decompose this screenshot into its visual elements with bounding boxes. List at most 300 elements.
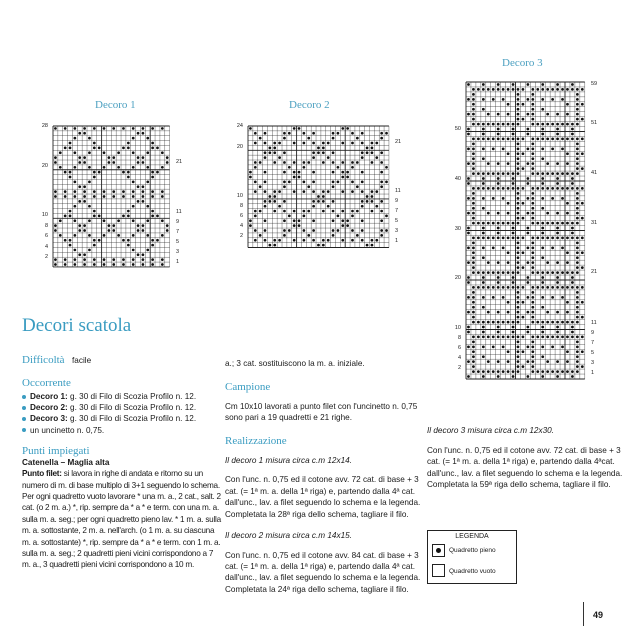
row-number: 4 [239, 223, 243, 229]
filled-cell [571, 227, 574, 230]
filled-cell [526, 197, 529, 200]
filled-cell [556, 261, 559, 264]
filled-cell [487, 222, 490, 225]
filled-cell [264, 239, 267, 242]
filled-cell [371, 239, 374, 242]
filled-cell [142, 224, 145, 227]
filled-cell [322, 195, 325, 198]
filled-cell [472, 108, 475, 111]
filled-cell [517, 108, 520, 111]
decoro3-title: Decoro 3 [502, 57, 543, 69]
filled-cell [259, 185, 262, 188]
filled-cell [317, 195, 320, 198]
filled-cell [467, 177, 470, 180]
filled-cell [512, 133, 515, 136]
filled-cell [571, 286, 574, 289]
filled-cell [112, 224, 115, 227]
filled-cell [273, 210, 276, 213]
filled-cell [380, 161, 383, 164]
filled-cell [327, 156, 330, 159]
filled-cell [526, 276, 529, 279]
filled-cell [517, 123, 520, 126]
row-number: 24 [236, 123, 243, 129]
filled-cell [472, 291, 475, 294]
filled-cell [541, 276, 544, 279]
row-number: 21 [591, 269, 598, 275]
filled-cell [507, 212, 510, 215]
filled-cell [103, 263, 106, 266]
filled-cell [541, 133, 544, 136]
filled-cell [531, 207, 534, 210]
filled-cell [254, 142, 257, 145]
filled-cell [482, 281, 485, 284]
campione-title: Campione [225, 380, 271, 393]
filled-cell [467, 331, 470, 334]
row-number: 8 [44, 223, 48, 229]
filled-cell [551, 246, 554, 249]
real1-heading: Il decoro 1 misura circa c.m 12x14. [225, 455, 352, 465]
filled-cell [531, 296, 534, 299]
filled-cell [531, 98, 534, 101]
filled-cell [517, 261, 520, 264]
filled-cell [366, 147, 369, 150]
filled-cell [556, 177, 559, 180]
filled-cell [477, 222, 480, 225]
filled-cell [356, 137, 359, 140]
filled-cell [566, 286, 569, 289]
filled-cell [477, 88, 480, 91]
filled-cell [298, 171, 301, 174]
filled-cell [536, 237, 539, 240]
filled-cell [556, 311, 559, 314]
filled-cell [526, 212, 529, 215]
filled-cell [273, 239, 276, 242]
punti-title: Punti impiegati [22, 444, 90, 457]
filled-cell [132, 166, 135, 169]
filled-cell [517, 192, 520, 195]
filled-cell [78, 161, 81, 164]
column-3 [427, 417, 623, 499]
filled-cell [482, 172, 485, 175]
filled-cell [93, 176, 96, 179]
filled-cell [522, 365, 525, 368]
filled-cell [497, 281, 500, 284]
filled-cell [492, 370, 495, 373]
filled-cell [142, 132, 145, 135]
row-number: 21 [395, 139, 402, 145]
filled-cell [74, 205, 77, 208]
filled-cell [264, 181, 267, 184]
filled-cell [74, 190, 77, 193]
filled-cell [264, 156, 267, 159]
filled-cell [512, 271, 515, 274]
filled-cell [78, 253, 81, 256]
filled-cell [531, 157, 534, 160]
filled-cell [69, 147, 72, 150]
filled-cell [512, 331, 515, 334]
filled-cell [522, 138, 525, 141]
filled-cell [293, 190, 296, 193]
filled-cell [536, 271, 539, 274]
filled-cell [551, 197, 554, 200]
filled-cell [385, 215, 388, 218]
filled-cell [103, 234, 106, 237]
filled-cell [69, 244, 72, 247]
filled-cell [472, 147, 475, 150]
filled-cell [531, 118, 534, 121]
filled-cell [482, 232, 485, 235]
filled-cell [472, 370, 475, 373]
filled-cell [522, 217, 525, 220]
occorrente-title: Occorrente [22, 377, 71, 389]
filled-cell [507, 103, 510, 106]
filled-cell [541, 128, 544, 131]
filled-cell [278, 190, 281, 193]
filled-cell [551, 370, 554, 373]
filled-cell [526, 296, 529, 299]
filled-cell [487, 212, 490, 215]
filled-cell [571, 88, 574, 91]
filled-cell [536, 286, 539, 289]
filled-cell [142, 190, 145, 193]
filled-cell [576, 217, 579, 220]
filled-cell [512, 286, 515, 289]
filled-cell [371, 190, 374, 193]
filled-cell [467, 83, 470, 86]
filled-cell [78, 200, 81, 203]
filled-cell [64, 215, 67, 218]
filled-cell [571, 187, 574, 190]
filled-cell [371, 151, 374, 154]
filled-cell [561, 321, 564, 324]
filled-cell [83, 224, 86, 227]
filled-cell [556, 227, 559, 230]
filled-cell [482, 326, 485, 329]
filled-cell [512, 321, 515, 324]
filled-cell [337, 229, 340, 232]
filled-cell [93, 190, 96, 193]
filled-cell [581, 138, 584, 141]
filled-cell [522, 118, 525, 121]
filled-cell [581, 103, 584, 106]
filled-cell [576, 311, 579, 314]
filled-cell [526, 133, 529, 136]
filled-cell [161, 190, 164, 193]
filled-cell [254, 215, 257, 218]
filled-cell [351, 166, 354, 169]
filled-cell [517, 147, 520, 150]
filled-cell [566, 311, 569, 314]
filled-cell [497, 187, 500, 190]
filled-cell [380, 219, 383, 222]
row-number: 7 [176, 229, 180, 235]
filled-cell [531, 108, 534, 111]
filled-cell [512, 172, 515, 175]
filled-cell [541, 345, 544, 348]
filled-cell [303, 210, 306, 213]
filled-cell [112, 127, 115, 130]
filled-cell [74, 258, 77, 261]
filled-cell [531, 266, 534, 269]
filled-cell [502, 138, 505, 141]
filled-cell [322, 161, 325, 164]
filled-cell [317, 147, 320, 150]
filled-cell [283, 171, 286, 174]
filled-cell [264, 171, 267, 174]
filled-cell [551, 98, 554, 101]
filled-cell [351, 181, 354, 184]
filled-cell [546, 271, 549, 274]
filled-cell [117, 219, 120, 222]
filled-cell [531, 93, 534, 96]
filled-cell [492, 237, 495, 240]
filled-cell [332, 234, 335, 237]
list-item: Decoro 3: g. 30 di Filo di Scozia Profilo n. 12. [22, 413, 222, 424]
filled-cell [566, 212, 569, 215]
decoro2-chart [248, 126, 388, 247]
filled-cell [522, 350, 525, 353]
filled-cell [108, 229, 111, 232]
filled-cell [507, 138, 510, 141]
filled-cell [54, 190, 57, 193]
filled-cell [83, 263, 86, 266]
filled-cell [482, 345, 485, 348]
filled-cell [278, 239, 281, 242]
filled-cell [278, 142, 281, 145]
filled-cell [332, 200, 335, 203]
filled-cell [556, 172, 559, 175]
filled-cell [517, 251, 520, 254]
filled-cell [472, 113, 475, 116]
filled-cell [322, 142, 325, 145]
filled-cell [517, 345, 520, 348]
filled-cell [512, 187, 515, 190]
filled-cell [477, 237, 480, 240]
filled-cell [254, 239, 257, 242]
filled-cell [482, 133, 485, 136]
filled-cell [507, 350, 510, 353]
filled-cell [467, 133, 470, 136]
filled-cell [472, 261, 475, 264]
filled-cell [341, 161, 344, 164]
filled-cell [166, 224, 169, 227]
filled-cell [361, 151, 364, 154]
filled-cell [88, 249, 91, 252]
filled-cell [581, 336, 584, 339]
filled-cell [487, 113, 490, 116]
filled-cell [541, 222, 544, 225]
filled-cell [288, 215, 291, 218]
filled-cell [307, 234, 310, 237]
filled-cell [467, 128, 470, 131]
filled-cell [576, 370, 579, 373]
filled-cell [497, 128, 500, 131]
filled-cell [78, 156, 81, 159]
filled-cell [322, 147, 325, 150]
filled-cell [472, 311, 475, 314]
filled-cell [541, 227, 544, 230]
filled-cell [166, 229, 169, 232]
filled-cell [64, 195, 67, 198]
filled-cell [317, 151, 320, 154]
filled-cell [366, 151, 369, 154]
filled-cell [482, 355, 485, 358]
filled-cell [332, 181, 335, 184]
filled-cell [517, 306, 520, 309]
filled-cell [472, 93, 475, 96]
filled-cell [487, 360, 490, 363]
filled-cell [497, 326, 500, 329]
filled-cell [142, 156, 145, 159]
filled-cell [531, 237, 534, 240]
filled-cell [546, 370, 549, 373]
filled-cell [576, 350, 579, 353]
filled-cell [385, 166, 388, 169]
filled-cell [341, 190, 344, 193]
filled-cell [517, 222, 520, 225]
filled-cell [332, 219, 335, 222]
filled-cell [502, 370, 505, 373]
filled-cell [472, 162, 475, 165]
filled-cell [482, 331, 485, 334]
filled-cell [531, 316, 534, 319]
filled-cell [142, 195, 145, 198]
filled-cell [132, 234, 135, 237]
filled-cell [517, 311, 520, 314]
filled-cell [467, 98, 470, 101]
filled-cell [507, 172, 510, 175]
filled-cell [517, 321, 520, 324]
filled-cell [249, 219, 252, 222]
filled-cell [477, 172, 480, 175]
filled-cell [88, 205, 91, 208]
filled-cell [546, 336, 549, 339]
filled-cell [293, 210, 296, 213]
filled-cell [522, 103, 525, 106]
filled-cell [74, 127, 77, 130]
real1-text: Con l'unc. n. 0,75 ed il cotone avv. 72 cat. di base + 3 cat. (= 1ª m. a. della 1ª riga) e, partendo dalla 4ª cat. dall'unc., lav. a filet seguendo lo schema e la legenda. Completata la 28ª riga dello schema, tagliare il filo. [225, 475, 421, 519]
filled-cell [531, 360, 534, 363]
filled-cell [346, 127, 349, 130]
filled-cell [482, 98, 485, 101]
filled-cell [571, 370, 574, 373]
filled-cell [332, 229, 335, 232]
row-number: 28 [41, 123, 48, 129]
filled-cell [337, 215, 340, 218]
filled-cell [507, 88, 510, 91]
filled-cell [278, 156, 281, 159]
filled-cell [531, 261, 534, 264]
filled-cell [283, 137, 286, 140]
filled-cell [482, 207, 485, 210]
filled-cell [467, 232, 470, 235]
filled-cell [531, 103, 534, 106]
filled-cell [517, 360, 520, 363]
filled-cell [507, 187, 510, 190]
filled-cell [254, 210, 257, 213]
filled-cell [380, 132, 383, 135]
filled-cell [482, 246, 485, 249]
filled-cell [566, 162, 569, 165]
filled-cell [103, 219, 106, 222]
filled-cell [472, 192, 475, 195]
filled-cell [93, 244, 96, 247]
filled-cell [531, 202, 534, 205]
filled-cell [482, 197, 485, 200]
filled-cell [283, 219, 286, 222]
filled-cell [74, 137, 77, 140]
filled-cell [380, 229, 383, 232]
filled-cell [298, 176, 301, 179]
filled-cell [103, 190, 106, 193]
filled-cell [307, 210, 310, 213]
filled-cell [346, 171, 349, 174]
filled-cell [581, 301, 584, 304]
filled-cell [346, 224, 349, 227]
filled-cell [517, 286, 520, 289]
filled-cell [166, 156, 169, 159]
filled-cell [487, 336, 490, 339]
filled-cell [502, 286, 505, 289]
filled-cell [361, 190, 364, 193]
filled-cell [541, 83, 544, 86]
filled-cell [497, 133, 500, 136]
filled-cell [298, 127, 301, 130]
filled-cell [576, 123, 579, 126]
column-2 [225, 350, 422, 603]
filled-cell [482, 157, 485, 160]
filled-cell [576, 98, 579, 101]
filled-cell [546, 222, 549, 225]
filled-cell [581, 251, 584, 254]
filled-cell [98, 239, 101, 242]
filled-cell [581, 350, 584, 353]
filled-cell [492, 271, 495, 274]
filled-cell [576, 345, 579, 348]
filled-cell [517, 336, 520, 339]
filled-cell [54, 263, 57, 266]
filled-cell [161, 166, 164, 169]
filled-cell [327, 190, 330, 193]
filled-cell [83, 190, 86, 193]
filled-cell [482, 123, 485, 126]
row-number: 5 [176, 239, 180, 245]
filled-cell [566, 88, 569, 91]
filled-cell [83, 229, 86, 232]
filled-cell [581, 316, 584, 319]
filled-cell [561, 197, 564, 200]
filled-cell [546, 138, 549, 141]
filled-cell [467, 375, 470, 378]
filled-cell [264, 200, 267, 203]
filled-cell [517, 266, 520, 269]
row-number: 4 [44, 244, 48, 250]
filled-cell [536, 370, 539, 373]
filled-cell [142, 161, 145, 164]
row-number: 20 [454, 275, 461, 281]
filled-cell [507, 123, 510, 126]
filled-cell [156, 171, 159, 174]
filled-cell [526, 232, 529, 235]
filled-cell [472, 207, 475, 210]
filled-cell [492, 246, 495, 249]
filled-cell [467, 296, 470, 299]
filled-cell [322, 151, 325, 154]
filled-cell [477, 286, 480, 289]
filled-cell [307, 185, 310, 188]
filled-cell [517, 296, 520, 299]
filled-cell [497, 261, 500, 264]
